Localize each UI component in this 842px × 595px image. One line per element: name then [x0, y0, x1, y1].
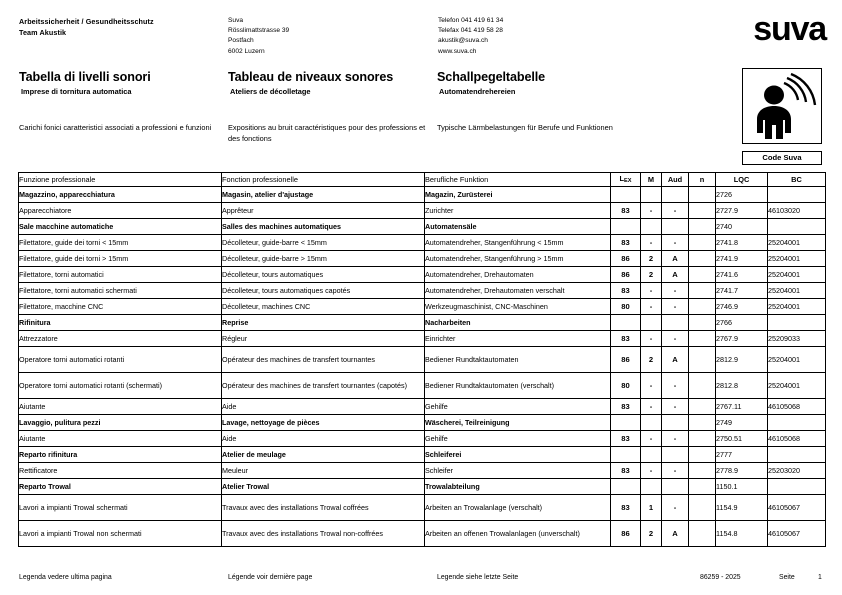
- column-header-n: n: [689, 173, 716, 187]
- footer-legend-de: Legende siehe letzte Seite: [437, 574, 519, 581]
- cell-de: Bediener Rundtaktautomaten (verschalt): [425, 373, 611, 399]
- address-line-3: Postfach: [228, 37, 254, 45]
- cell-de: Trowalabteilung: [425, 479, 611, 495]
- footer-document-number: 86259 - 2025: [700, 574, 741, 581]
- column-header-lqc: LQC: [716, 173, 768, 187]
- cell-m: -: [641, 331, 662, 347]
- cell-lex: [611, 447, 641, 463]
- cell-lex: [611, 187, 641, 203]
- table-header-row: [19, 173, 826, 187]
- cell-lqc: 2766: [716, 315, 768, 331]
- cell-n: [689, 283, 716, 299]
- cell-n: [689, 315, 716, 331]
- cell-it: Rettificatore: [19, 463, 222, 479]
- title-desc-de: Typische Lärmbelastungen für Berufe und Funktionen: [437, 123, 613, 132]
- cell-lex: [611, 315, 641, 331]
- cell-m: -: [641, 203, 662, 219]
- cell-de: Arbeiten an Trowalanlage (verschalt): [425, 495, 611, 521]
- cell-lqc: 2812.8: [716, 373, 768, 399]
- footer-legend-fr: Légende voir dernière page: [228, 574, 313, 581]
- table-row: [19, 267, 826, 283]
- column-header-bc: BC: [768, 173, 826, 187]
- cell-bc: [768, 415, 826, 431]
- cell-lqc: 2778.9: [716, 463, 768, 479]
- cell-lex: 83: [611, 399, 641, 415]
- cell-lqc: 1154.9: [716, 495, 768, 521]
- cell-lqc: 2749: [716, 415, 768, 431]
- cell-bc: [768, 187, 826, 203]
- cell-aud: [662, 447, 689, 463]
- cell-n: [689, 251, 716, 267]
- cell-n: [689, 299, 716, 315]
- cell-it: Filettatore, torni automatici: [19, 267, 222, 283]
- noise-pictogram-box: [742, 68, 822, 144]
- contact-block: [438, 16, 503, 57]
- cell-fr: Travaux avec des installations Trowal coffrées: [222, 495, 425, 521]
- cell-de: Einrichter: [425, 331, 611, 347]
- cell-it: Aiutante: [19, 399, 222, 415]
- cell-it: Filettatore, torni automatici schermati: [19, 283, 222, 299]
- cell-fr: Aide: [222, 431, 425, 447]
- cell-bc: 25204001: [768, 347, 826, 373]
- department-block: [19, 16, 154, 38]
- column-header-it: Funzione professionale: [19, 173, 222, 187]
- cell-aud: -: [662, 431, 689, 447]
- cell-fr: Atelier de meulage: [222, 447, 425, 463]
- table-row: [19, 235, 826, 251]
- code-suva-label: Code Suva: [742, 151, 822, 165]
- cell-fr: Décolleteur, machines CNC: [222, 299, 425, 315]
- cell-it: Apparecchiatore: [19, 203, 222, 219]
- cell-de: Zurichter: [425, 203, 611, 219]
- cell-n: [689, 415, 716, 431]
- cell-it: Operatore torni automatici rotanti: [19, 347, 222, 373]
- cell-de: Automatendreher, Stangenführung < 15mm: [425, 235, 611, 251]
- table-row: [19, 399, 826, 415]
- cell-lex: 86: [611, 267, 641, 283]
- address-block: [228, 16, 289, 57]
- cell-aud: A: [662, 251, 689, 267]
- column-header-fr: Fonction professionelle: [222, 173, 425, 187]
- cell-n: [689, 431, 716, 447]
- sound-levels-table: [18, 172, 826, 547]
- cell-m: -: [641, 463, 662, 479]
- cell-lqc: 2767.9: [716, 331, 768, 347]
- cell-bc: 25204001: [768, 235, 826, 251]
- cell-lex: 86: [611, 521, 641, 547]
- cell-de: Schleifer: [425, 463, 611, 479]
- cell-n: [689, 463, 716, 479]
- title-desc-it: Carichi fonici caratteristici associati a professioni e funzioni: [19, 123, 212, 132]
- cell-m: 2: [641, 267, 662, 283]
- table-category-row: [19, 315, 826, 331]
- cell-m: 1: [641, 495, 662, 521]
- contact-email: akustik@suva.ch: [438, 37, 488, 45]
- cell-lex: [611, 219, 641, 235]
- table-row: [19, 347, 826, 373]
- cell-lqc: 2741.7: [716, 283, 768, 299]
- title-main-fr: Tableau de niveaux sonores: [228, 70, 394, 84]
- cell-bc: 46105067: [768, 521, 826, 547]
- cell-lex: 80: [611, 373, 641, 399]
- cell-de: Gehilfe: [425, 431, 611, 447]
- cell-bc: 25204001: [768, 251, 826, 267]
- column-header-aud: Aud: [662, 173, 689, 187]
- cell-bc: 25204001: [768, 283, 826, 299]
- cell-fr: Lavage, nettoyage de pièces: [222, 415, 425, 431]
- cell-bc: 25204001: [768, 373, 826, 399]
- cell-it: Lavaggio, pulitura pezzi: [19, 415, 222, 431]
- cell-it: Reparto rifinitura: [19, 447, 222, 463]
- table-row: [19, 495, 826, 521]
- cell-aud: A: [662, 347, 689, 373]
- cell-n: [689, 331, 716, 347]
- cell-bc: [768, 447, 826, 463]
- cell-lex: [611, 479, 641, 495]
- cell-it: Filettatore, macchine CNC: [19, 299, 222, 315]
- cell-de: Magazin, Zurüsterei: [425, 187, 611, 203]
- cell-de: Nacharbeiten: [425, 315, 611, 331]
- cell-aud: -: [662, 283, 689, 299]
- cell-lqc: 2746.9: [716, 299, 768, 315]
- cell-fr: Opérateur des machines de transfert tournantes: [222, 347, 425, 373]
- cell-n: [689, 267, 716, 283]
- cell-lqc: 2777: [716, 447, 768, 463]
- contact-telephone: Telefon 041 419 61 34: [438, 17, 504, 24]
- cell-n: [689, 203, 716, 219]
- cell-lex: 83: [611, 331, 641, 347]
- cell-it: Operatore torni automatici rotanti (schermati): [19, 373, 222, 399]
- table-category-row: [19, 187, 826, 203]
- cell-de: Gehilfe: [425, 399, 611, 415]
- cell-de: Werkzeugmaschinist, CNC-Maschinen: [425, 299, 611, 315]
- cell-lqc: 2812.9: [716, 347, 768, 373]
- cell-aud: -: [662, 331, 689, 347]
- table-category-row: [19, 219, 826, 235]
- cell-m: -: [641, 235, 662, 251]
- cell-bc: 46103020: [768, 203, 826, 219]
- cell-bc: 25204001: [768, 299, 826, 315]
- cell-lqc: 2741.6: [716, 267, 768, 283]
- cell-it: Attrezzatore: [19, 331, 222, 347]
- table-row: [19, 251, 826, 267]
- cell-m: 2: [641, 251, 662, 267]
- table-row: [19, 203, 826, 219]
- cell-aud: -: [662, 235, 689, 251]
- cell-de: Automatendreher, Drehautomaten verschalt: [425, 283, 611, 299]
- cell-it: Sale macchine automatiche: [19, 219, 222, 235]
- cell-lex: 83: [611, 283, 641, 299]
- cell-bc: 25203020: [768, 463, 826, 479]
- table-category-row: [19, 479, 826, 495]
- cell-lqc: 2750.51: [716, 431, 768, 447]
- address-line-1: Suva: [228, 17, 244, 24]
- cell-bc: [768, 479, 826, 495]
- cell-bc: [768, 315, 826, 331]
- cell-fr: Régleur: [222, 331, 425, 347]
- cell-aud: -: [662, 463, 689, 479]
- column-header-lex: [611, 173, 641, 187]
- department-line-2: Team Akustik: [19, 28, 67, 37]
- sound-levels-table-wrapper: [18, 172, 825, 547]
- cell-fr: Opérateur des machines de transfert tournantes (capotés): [222, 373, 425, 399]
- cell-m: 2: [641, 521, 662, 547]
- cell-lex: 80: [611, 299, 641, 315]
- cell-de: Automatendreher, Drehautomaten: [425, 267, 611, 283]
- cell-lex: [611, 415, 641, 431]
- table-row: [19, 373, 826, 399]
- cell-fr: Meuleur: [222, 463, 425, 479]
- footer-page-number: 1: [818, 574, 822, 581]
- cell-n: [689, 447, 716, 463]
- cell-m: -: [641, 283, 662, 299]
- cell-bc: 46105067: [768, 495, 826, 521]
- cell-fr: Reprise: [222, 315, 425, 331]
- cell-m: [641, 219, 662, 235]
- cell-n: [689, 219, 716, 235]
- cell-aud: -: [662, 399, 689, 415]
- lex-subscript: EX: [624, 177, 632, 184]
- cell-n: [689, 187, 716, 203]
- cell-lqc: 2767.11: [716, 399, 768, 415]
- column-header-m: M: [641, 173, 662, 187]
- cell-lqc: 2726: [716, 187, 768, 203]
- cell-fr: Salles des machines automatiques: [222, 219, 425, 235]
- cell-de: Automatensäle: [425, 219, 611, 235]
- cell-it: Magazzino, apparecchiatura: [19, 187, 222, 203]
- cell-fr: Décolleteur, tours automatiques capotés: [222, 283, 425, 299]
- cell-lex: 83: [611, 463, 641, 479]
- cell-aud: A: [662, 521, 689, 547]
- person-with-noise-waves-icon: [743, 69, 821, 143]
- cell-n: [689, 399, 716, 415]
- cell-fr: Travaux avec des installations Trowal non-coffrées: [222, 521, 425, 547]
- page-header: [0, 0, 842, 62]
- cell-n: [689, 495, 716, 521]
- cell-aud: -: [662, 299, 689, 315]
- table-row: [19, 299, 826, 315]
- cell-aud: [662, 187, 689, 203]
- cell-fr: Magasin, atelier d'ajustage: [222, 187, 425, 203]
- cell-bc: 25209033: [768, 331, 826, 347]
- cell-de: Automatendreher, Stangenführung > 15mm: [425, 251, 611, 267]
- cell-fr: Atelier Trowal: [222, 479, 425, 495]
- cell-aud: [662, 219, 689, 235]
- cell-m: 2: [641, 347, 662, 373]
- cell-aud: [662, 479, 689, 495]
- cell-it: Filettatore, guide dei torni < 15mm: [19, 235, 222, 251]
- cell-fr: Décolleteur, guide-barre < 15mm: [222, 235, 425, 251]
- contact-telefax: Telefax 041 419 58 28: [438, 27, 503, 35]
- cell-n: [689, 373, 716, 399]
- cell-it: Reparto Trowal: [19, 479, 222, 495]
- cell-m: -: [641, 431, 662, 447]
- title-sub-fr: Ateliers de décolletage: [230, 87, 311, 96]
- suva-logo: suva: [753, 10, 826, 48]
- cell-m: [641, 447, 662, 463]
- cell-m: [641, 415, 662, 431]
- cell-lex: 83: [611, 203, 641, 219]
- cell-aud: [662, 315, 689, 331]
- address-line-2: Rösslimattstrasse 39: [228, 27, 290, 35]
- cell-bc: 46105068: [768, 399, 826, 415]
- cell-lqc: 2727.9: [716, 203, 768, 219]
- cell-bc: [768, 219, 826, 235]
- contact-website: www.suva.ch: [438, 47, 477, 55]
- table-row: [19, 331, 826, 347]
- cell-bc: 25204001: [768, 267, 826, 283]
- cell-m: -: [641, 299, 662, 315]
- title-sub-it: Imprese di tornitura automatica: [21, 87, 132, 96]
- cell-lqc: 1154.8: [716, 521, 768, 547]
- cell-de: Schleiferei: [425, 447, 611, 463]
- cell-lex: 86: [611, 347, 641, 373]
- cell-de: Arbeiten an offenen Trowalanlagen (unverschalt): [425, 521, 611, 547]
- cell-it: Lavori a impianti Trowal schermati: [19, 495, 222, 521]
- cell-m: [641, 479, 662, 495]
- footer-page-label: Seite: [779, 574, 795, 581]
- cell-lqc: 1150.1: [716, 479, 768, 495]
- cell-lex: 86: [611, 251, 641, 267]
- cell-de: Bediener Rundtaktautomaten: [425, 347, 611, 373]
- title-main-de: Schallpegeltabelle: [437, 70, 546, 84]
- cell-lex: 83: [611, 235, 641, 251]
- cell-fr: Apprêteur: [222, 203, 425, 219]
- cell-bc: 46105068: [768, 431, 826, 447]
- cell-it: Aiutante: [19, 431, 222, 447]
- title-main-it: Tabella di livelli sonori: [19, 70, 151, 84]
- cell-m: -: [641, 373, 662, 399]
- cell-fr: Aide: [222, 399, 425, 415]
- cell-lex: 83: [611, 495, 641, 521]
- cell-fr: Décolleteur, tours automatiques: [222, 267, 425, 283]
- cell-m: [641, 187, 662, 203]
- department-line-1: Arbeitssicherheit / Gesundheitsschutz: [19, 17, 154, 26]
- cell-aud: A: [662, 267, 689, 283]
- cell-lqc: 2741.9: [716, 251, 768, 267]
- cell-lqc: 2740: [716, 219, 768, 235]
- cell-n: [689, 347, 716, 373]
- table-row: [19, 431, 826, 447]
- cell-n: [689, 521, 716, 547]
- address-line-4: 6002 Luzern: [228, 47, 265, 55]
- cell-lqc: 2741.8: [716, 235, 768, 251]
- cell-aud: -: [662, 203, 689, 219]
- table-row: [19, 521, 826, 547]
- cell-n: [689, 479, 716, 495]
- table-body: [19, 187, 826, 547]
- table-category-row: [19, 447, 826, 463]
- table-row: [19, 283, 826, 299]
- cell-n: [689, 235, 716, 251]
- cell-fr: Décolleteur, guide-barre > 15mm: [222, 251, 425, 267]
- cell-aud: -: [662, 495, 689, 521]
- cell-aud: [662, 415, 689, 431]
- table-category-row: [19, 415, 826, 431]
- column-header-de: Berufliche Funktion: [425, 173, 611, 187]
- cell-it: Lavori a impianti Trowal non schermati: [19, 521, 222, 547]
- lex-main: L: [619, 173, 625, 183]
- cell-it: Filettatore, guide dei torni > 15mm: [19, 251, 222, 267]
- cell-lex: 83: [611, 431, 641, 447]
- cell-m: -: [641, 399, 662, 415]
- title-sub-de: Automatendrehereien: [439, 87, 516, 96]
- cell-m: [641, 315, 662, 331]
- cell-it: Rifinitura: [19, 315, 222, 331]
- footer-legend-it: Legenda vedere ultima pagina: [19, 574, 112, 581]
- cell-de: Wäscherei, Teilreinigung: [425, 415, 611, 431]
- cell-aud: -: [662, 373, 689, 399]
- title-desc-fr: Expositions au bruit caractéristiques pour des professions et des fonctions: [228, 123, 426, 143]
- table-row: [19, 463, 826, 479]
